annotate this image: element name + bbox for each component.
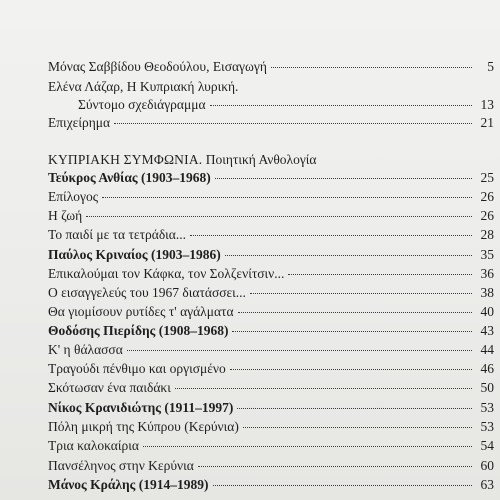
leader-dots	[225, 255, 472, 256]
toc-entry-page: 53	[480, 400, 494, 415]
leader-dots	[198, 466, 472, 467]
toc-entry-introduction[interactable]	[48, 57, 494, 77]
leader-dots	[271, 67, 472, 68]
toc-entry-title: Τρια καλοκαίρια	[48, 438, 139, 453]
section-heading	[48, 150, 317, 170]
toc-entry-page: 36	[480, 266, 494, 281]
toc-entry-page: 25	[480, 170, 494, 185]
toc-entry-page: 21	[480, 115, 494, 130]
leader-dots	[232, 331, 472, 332]
leader-dots	[190, 235, 472, 236]
leader-dots	[210, 105, 472, 106]
leader-dots	[114, 123, 472, 124]
toc-entry-poem[interactable]	[48, 187, 494, 207]
leader-dots	[237, 408, 472, 409]
toc-entry-poem[interactable]	[48, 417, 494, 437]
toc-entry-page: 43	[480, 323, 494, 338]
toc-entry-short-outline[interactable]	[78, 95, 494, 115]
toc-entry-title: Νίκος Κρανιδιώτης (1911–1997)	[48, 400, 234, 415]
leader-dots	[250, 293, 472, 294]
toc-entry-page: 63	[480, 477, 494, 492]
toc-entry-page: 50	[480, 380, 494, 395]
toc-entry-page: 44	[480, 342, 494, 357]
toc-entry-title: Μάνος Κράλης (1914–1989)	[48, 477, 209, 492]
section-heading-title: ΚΥΠΡΙΑΚΗ ΣΥΜΦΩΝΙΑ.	[48, 152, 203, 167]
toc-entry-poem[interactable]	[48, 340, 494, 360]
toc-entry-page: 26	[480, 208, 494, 223]
toc-entry-title: Πανσέληνος στην Κερύνια	[48, 458, 194, 473]
toc-entry-title: Θοδόσης Πιερίδης (1908–1968)	[48, 323, 229, 338]
toc-entry-title: Ο εισαγγελεύς του 1967 διατάσσει...	[48, 285, 246, 300]
toc-entry-title: Τεύκρος Ανθίας (1903–1968)	[48, 170, 211, 185]
leader-dots	[175, 388, 472, 389]
leader-dots	[127, 350, 472, 351]
toc-entry-page: 46	[480, 361, 494, 376]
leader-dots	[143, 446, 472, 447]
toc-entry-title: Η ζωή	[48, 208, 83, 223]
toc-entry-argument[interactable]	[48, 113, 494, 133]
toc-entry-author[interactable]	[48, 398, 494, 418]
toc-entry-title: Θα γιομίσουν ρυτίδες τ' αγάλματα	[48, 304, 234, 319]
toc-entry-author[interactable]	[48, 168, 494, 188]
toc-entry-page: 54	[480, 438, 494, 453]
leader-dots	[213, 485, 473, 486]
section-heading-subtitle: Ποιητική Ανθολογία	[202, 152, 317, 167]
leader-dots	[230, 369, 472, 370]
toc-entry-author[interactable]	[48, 475, 494, 495]
toc-entry-poem[interactable]	[48, 283, 494, 303]
toc-entry-title: Κ' η θάλασσα	[48, 342, 123, 357]
toc-entry-poem[interactable]	[48, 378, 494, 398]
toc-entry-poem[interactable]	[48, 456, 494, 476]
toc-entry-title: Ελένα Λάζαρ, Η Κυπριακή λυρική.	[48, 79, 239, 94]
toc-entry-poem[interactable]	[48, 359, 494, 379]
toc-entry-poem[interactable]	[48, 225, 494, 245]
toc-entry-lyric-title[interactable]	[48, 77, 238, 97]
toc-entry-title: Μόνας Σαββίδου Θεοδούλου, Εισαγωγή	[48, 59, 267, 74]
toc-entry-author[interactable]	[48, 321, 494, 341]
leader-dots	[86, 216, 472, 217]
toc-entry-page: 38	[480, 285, 494, 300]
toc-entry-title: Επικαλούμαι τον Κάφκα, τον Σολζενίτσιν...	[48, 266, 285, 281]
toc-entry-page: 40	[480, 304, 494, 319]
toc-entry-page: 28	[480, 227, 494, 242]
toc-entry-title: Το παιδί με τα τετράδια...	[48, 227, 187, 242]
toc-entry-title: Τραγούδι πένθιμο και οργισμένο	[48, 361, 226, 376]
toc-entry-page: 26	[480, 189, 494, 204]
toc-entry-poem[interactable]	[48, 264, 494, 284]
toc-entry-page: 60	[480, 458, 494, 473]
toc-entry-poem[interactable]	[48, 206, 494, 226]
leader-dots	[238, 312, 472, 313]
leader-dots	[102, 197, 472, 198]
toc-entry-title: Επίλογος	[48, 189, 99, 204]
toc-entry-title: Επιχείρημα	[48, 115, 111, 130]
leader-dots	[288, 274, 472, 275]
toc-entry-title: Σύντομο σχεδιάγραμμα	[78, 97, 206, 112]
leader-dots	[243, 427, 472, 428]
toc-entry-page: 13	[480, 97, 494, 112]
toc-entry-title: Παύλος Κριναίος (1903–1986)	[48, 247, 221, 262]
toc-entry-title: Πόλη μικρή της Κύπρου (Κερύνια)	[48, 419, 239, 434]
leader-dots	[215, 178, 472, 179]
toc-entry-author[interactable]	[48, 245, 494, 265]
toc-entry-poem[interactable]	[48, 436, 494, 456]
toc-entry-page: 53	[480, 419, 494, 434]
toc-entry-title: Σκότωσαν ένα παιδάκι	[48, 380, 171, 395]
toc-entry-page: 5	[487, 59, 494, 74]
toc-entry-page: 35	[480, 247, 494, 262]
toc-entry-poem[interactable]	[48, 302, 494, 322]
